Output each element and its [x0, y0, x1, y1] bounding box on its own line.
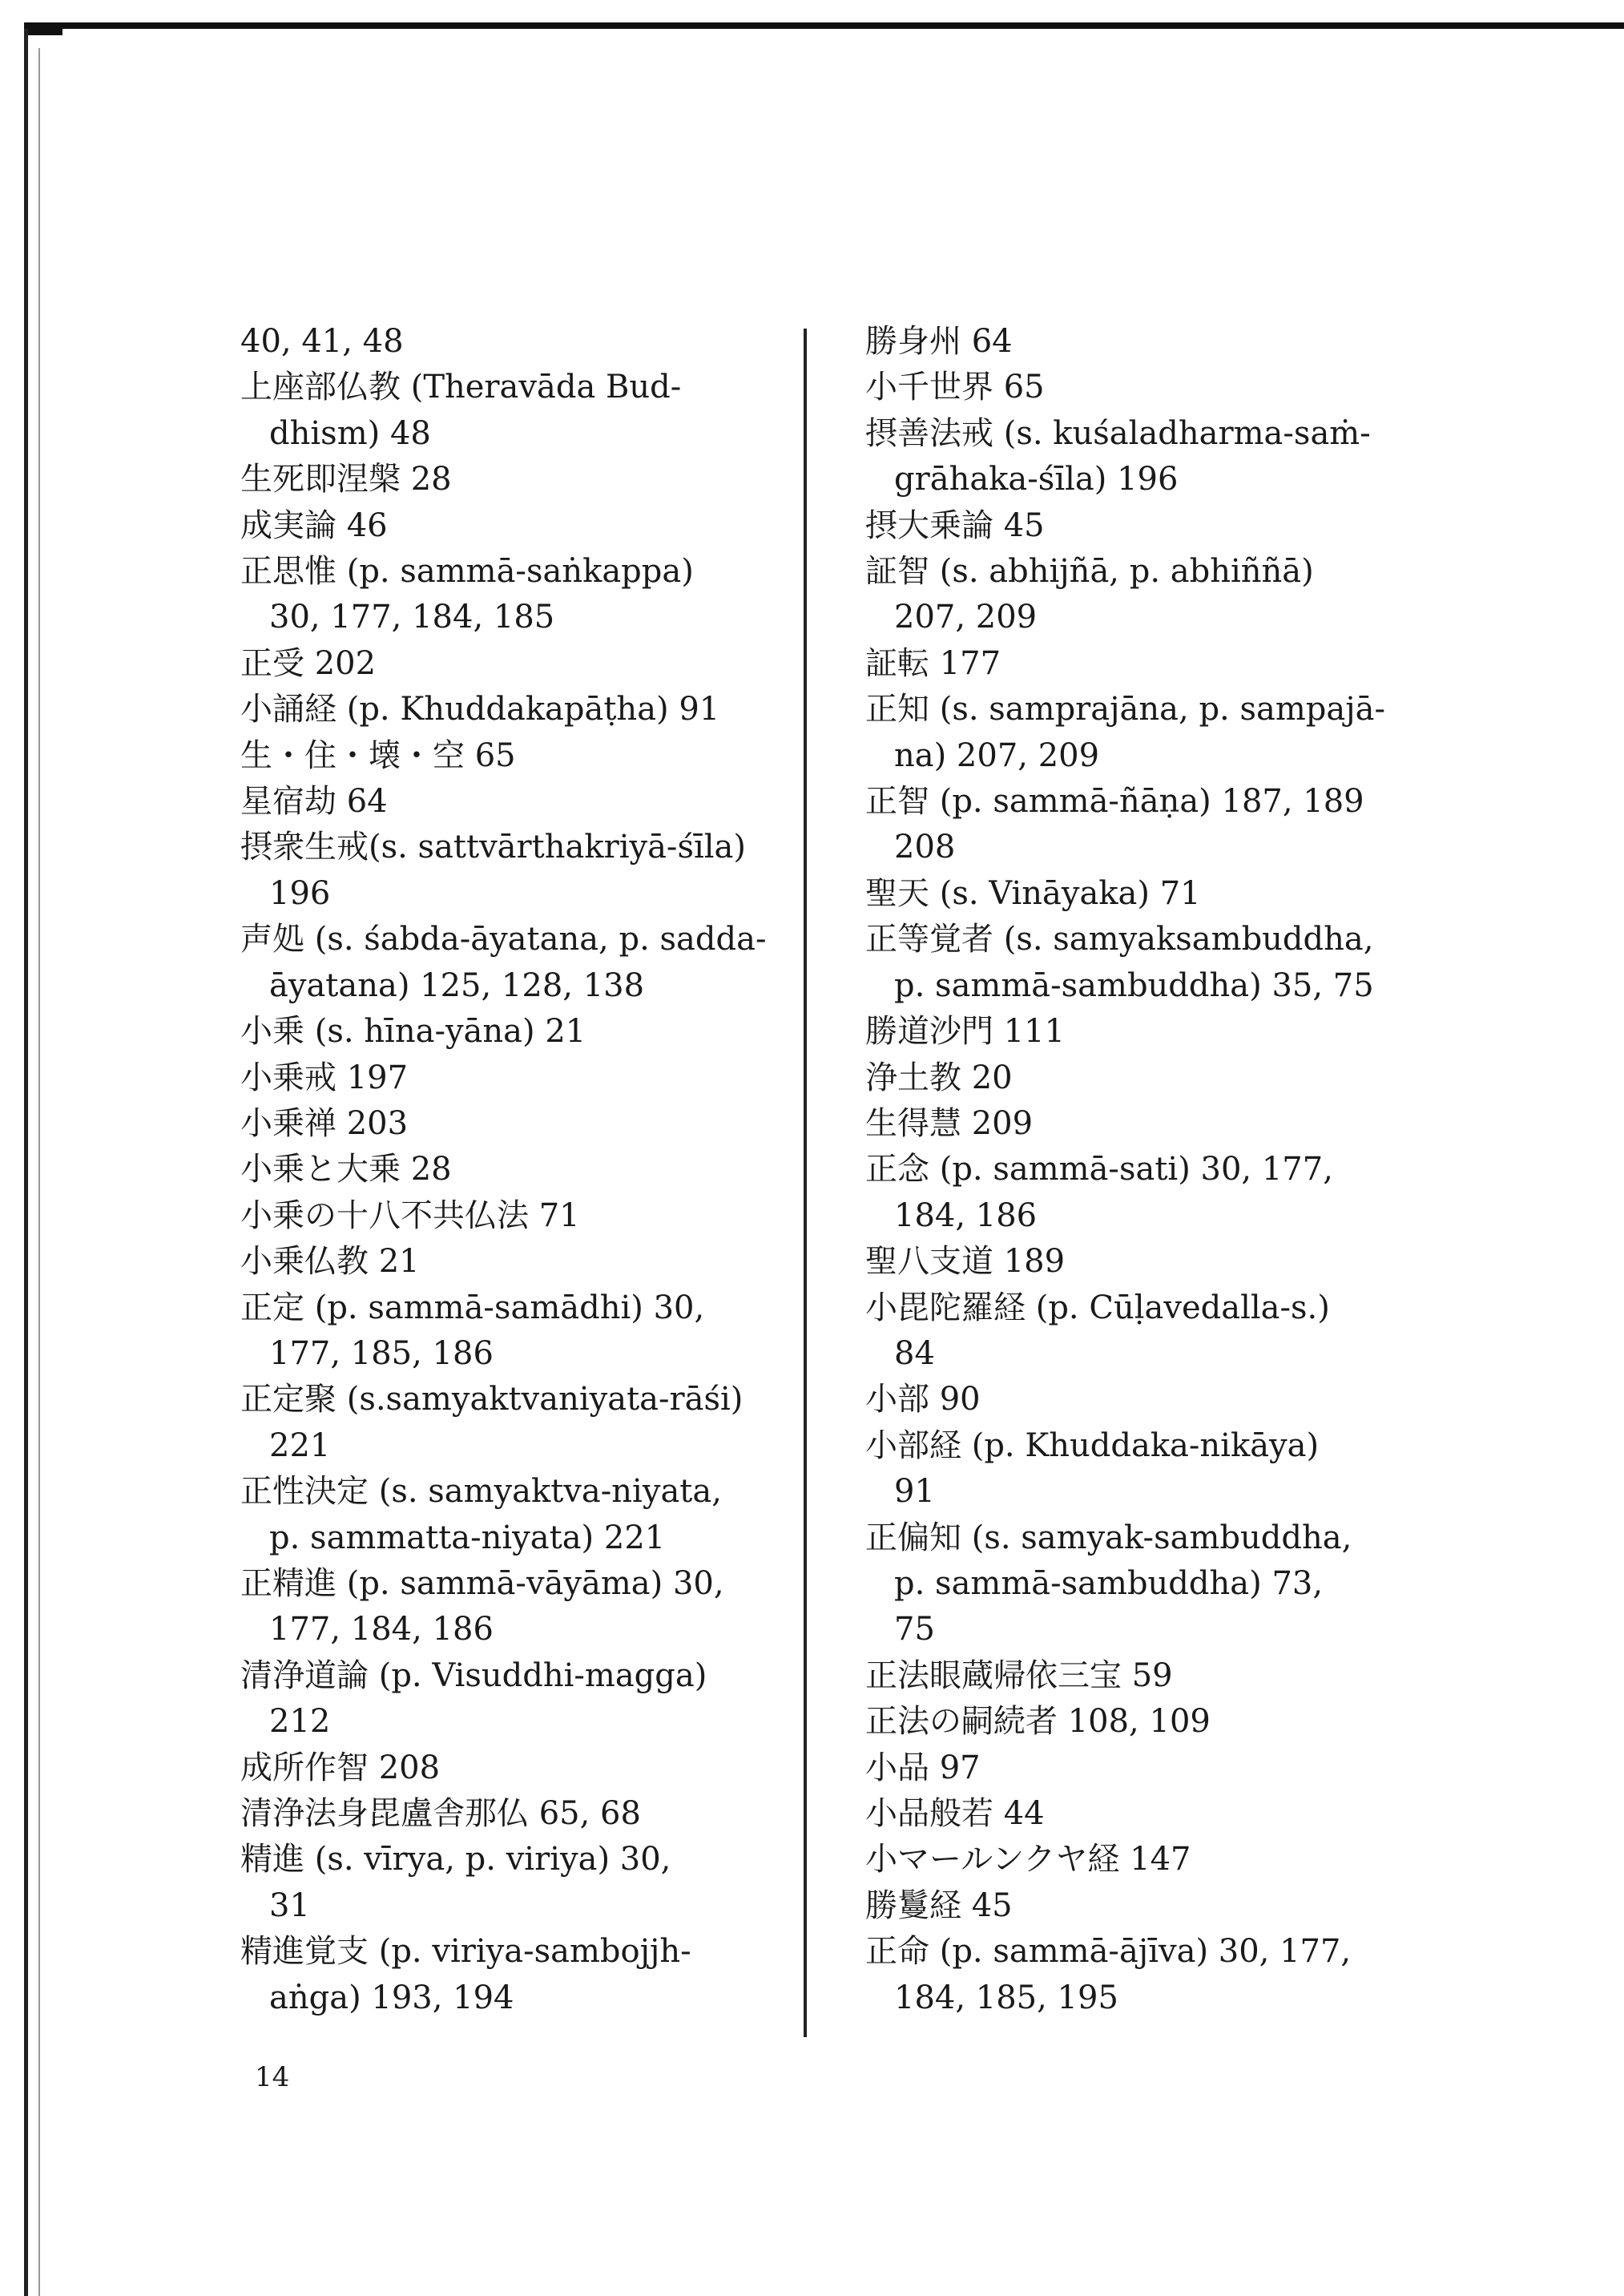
- index-entry-line: 正精進 (p. sammā-vāyāma) 30,: [240, 1564, 724, 1602]
- index-entry-line: 精進覚支 (p. viriya-sambojjh-: [240, 1933, 691, 1971]
- index-entry-continuation: 31: [269, 1886, 310, 1924]
- index-entry: [240, 1653, 817, 1745]
- index-entry-continuation: 196: [269, 874, 331, 912]
- index-entry: [240, 1193, 817, 1239]
- index-entry: [865, 549, 1442, 641]
- index-entry-continuation: āyatana) 125, 128, 138: [269, 966, 645, 1004]
- index-entry-line: 成所作智 208: [240, 1749, 441, 1786]
- index-entry: [865, 871, 1442, 917]
- index-entry: [240, 1055, 817, 1101]
- index-entry: [865, 1929, 1442, 2021]
- index-entry-line: 証智 (s. abhijñā, p. abhiññā): [865, 553, 1314, 591]
- index-entry-line: 勝身州 64: [865, 323, 1013, 360]
- index-entry: [240, 1837, 817, 1929]
- index-entry-line: 小部 90: [865, 1381, 981, 1418]
- index-entry: [240, 1009, 817, 1055]
- index-entry-continuation: na) 207, 209: [894, 736, 1100, 774]
- index-entry-line: 摂善法戒 (s. kuśaladharma-saṁ-: [865, 414, 1371, 452]
- index-entry-line: 小誦経 (p. Khuddakapāṭha) 91: [240, 691, 720, 728]
- index-entry-line: 勝鬘経 45: [865, 1886, 1013, 1924]
- index-entry: [240, 1791, 817, 1837]
- index-entry-line: 小乗禅 203: [240, 1104, 409, 1142]
- index-entry: [240, 687, 817, 732]
- index-entry: [240, 825, 817, 917]
- index-entry-line: 生得慧 209: [865, 1104, 1034, 1142]
- index-entry: [240, 457, 817, 502]
- index-entry-continuation: 91: [894, 1473, 935, 1511]
- scan-edge-top: [24, 22, 1624, 29]
- index-entry-continuation: aṅga) 193, 194: [269, 1979, 514, 2016]
- index-entry-continuation: 208: [894, 829, 956, 866]
- index-entry: [240, 1239, 817, 1285]
- index-entry-line: 成実論 46: [240, 506, 388, 544]
- index-entry-continuation: grāhaka-śīla) 196: [894, 461, 1179, 498]
- index-entry: [865, 1699, 1442, 1745]
- index-entry-line: 小毘陀羅経 (p. Cūḷavedalla-s.): [865, 1289, 1330, 1326]
- index-entry-line: 清浄道論 (p. Visuddhi-magga): [240, 1656, 707, 1694]
- index-entry-line: 生死即涅槃 28: [240, 461, 452, 498]
- index-entry-line: 星宿劫 64: [240, 783, 388, 821]
- index-entry: [865, 1837, 1442, 1882]
- index-entry-continuation: 221: [269, 1426, 331, 1464]
- index-entry-continuation: 212: [269, 1703, 331, 1741]
- index-entry-line: 精進 (s. vīrya, p. viriya) 30,: [240, 1841, 671, 1878]
- index-entry-line: 正受 202: [240, 644, 377, 682]
- index-entry-line: 摂大乗論 45: [865, 506, 1045, 544]
- index-entry: [865, 365, 1442, 410]
- index-entry: [240, 319, 817, 365]
- index-entry-line: 正定聚 (s.samyaktvaniyata-rāśi): [240, 1381, 743, 1418]
- index-entry-line: 40, 41, 48: [240, 323, 404, 360]
- index-entry-line: 声処 (s. śabda-āyatana, p. sadda-: [240, 921, 767, 958]
- index-entry-line: 小品般若 44: [865, 1795, 1045, 1832]
- index-entry: [865, 687, 1442, 779]
- index-entry-continuation: p. sammā-sambuddha) 35, 75: [894, 966, 1374, 1004]
- index-entry-line: 小千世界 65: [865, 369, 1045, 406]
- index-entry: [240, 1101, 817, 1147]
- index-entry: [865, 1515, 1442, 1653]
- index-entry-continuation: 177, 185, 186: [269, 1334, 494, 1372]
- index-entry: [865, 1883, 1442, 1929]
- index-entry: [240, 1561, 817, 1653]
- index-entry: [240, 503, 817, 549]
- index-entry: [865, 1377, 1442, 1422]
- index-entry-continuation: 184, 185, 195: [894, 1979, 1118, 2016]
- index-entry-line: 小乗 (s. hīna-yāna) 21: [240, 1013, 586, 1051]
- index-entry: [865, 1745, 1442, 1791]
- index-entry: [865, 779, 1442, 871]
- index-entry: [240, 1469, 817, 1561]
- index-entry-line: 摂衆生戒(s. sattvārthakriyā-śīla): [240, 829, 747, 866]
- index-entry: [240, 549, 817, 641]
- index-entry: [240, 1377, 817, 1469]
- index-entry: [865, 1147, 1442, 1239]
- index-entry-line: 正智 (p. sammā-ñāṇa) 187, 189: [865, 783, 1364, 821]
- index-entry: [865, 1101, 1442, 1147]
- index-entry-line: 清浄法身毘盧舎那仏 65, 68: [240, 1795, 641, 1832]
- index-entry-line: 上座部仏教 (Theravāda Bud-: [240, 369, 682, 406]
- scan-edge-left-inner: [38, 48, 40, 2296]
- index-entry-line: 正定 (p. sammā-samādhi) 30,: [240, 1289, 705, 1326]
- index-entry-line: 正法眼蔵帰依三宝 59: [865, 1656, 1173, 1694]
- scan-edge-left: [24, 29, 28, 2296]
- index-entry: [240, 1745, 817, 1791]
- index-entry: [865, 1423, 1442, 1515]
- index-entry-continuation: dhism) 48: [269, 414, 431, 452]
- index-entry: [865, 319, 1442, 365]
- index-entry-line: 正念 (p. sammā-sati) 30, 177,: [865, 1151, 1333, 1188]
- index-entry: [865, 641, 1442, 687]
- index-entry-continuation: 30, 177, 184, 185: [269, 599, 555, 636]
- index-entry: [240, 1929, 817, 2021]
- index-entry-line: 浄土教 20: [865, 1059, 1013, 1096]
- index-entry-line: 正等覚者 (s. samyaksambuddha,: [865, 921, 1374, 958]
- index-entry-line: 聖八支道 189: [865, 1243, 1066, 1281]
- index-entry-continuation: 84: [894, 1334, 935, 1372]
- index-entry: [240, 733, 817, 779]
- index-entry: [865, 1009, 1442, 1055]
- index-entry-line: 小乗戒 197: [240, 1059, 409, 1096]
- index-entry: [865, 503, 1442, 549]
- index-entry-line: 正命 (p. sammā-ājīva) 30, 177,: [865, 1933, 1352, 1971]
- index-entry-line: 証転 177: [865, 644, 1001, 682]
- index-entry: [240, 1147, 817, 1192]
- index-entry-continuation: 75: [894, 1611, 935, 1648]
- index-entry: [865, 917, 1442, 1009]
- index-entry-line: 小乗仏教 21: [240, 1243, 420, 1281]
- scan-edge-tab: [24, 29, 62, 35]
- index-entry-line: 正偏知 (s. samyak-sambuddha,: [865, 1519, 1352, 1556]
- index-entry: [240, 1285, 817, 1378]
- index-entry-line: 正法の嗣続者 108, 109: [865, 1703, 1211, 1741]
- index-entry: [865, 1285, 1442, 1378]
- index-entry: [865, 411, 1442, 503]
- index-entry-continuation: 184, 186: [894, 1196, 1038, 1234]
- index-entry: [865, 1055, 1442, 1101]
- index-entry: [240, 365, 817, 457]
- index-entry-line: 小乗と大乗 28: [240, 1151, 452, 1188]
- index-entry-line: 正性決定 (s. samyaktva-niyata,: [240, 1473, 722, 1511]
- index-entry-continuation: p. sammā-sambuddha) 73,: [894, 1564, 1324, 1602]
- index-entry: [240, 779, 817, 825]
- index-column-left: [240, 319, 817, 2021]
- index-entry-line: 勝道沙門 111: [865, 1013, 1066, 1051]
- index-entry-line: 正思惟 (p. sammā-saṅkappa): [240, 553, 694, 591]
- index-entry-line: 小乗の十八不共仏法 71: [240, 1196, 580, 1234]
- index-entry-line: 生・住・壊・空 65: [240, 736, 516, 774]
- index-column-right: [865, 319, 1442, 2021]
- index-entry: [865, 1239, 1442, 1285]
- index-entry-continuation: p. sammatta-niyata) 221: [269, 1519, 666, 1556]
- column-divider: [804, 329, 807, 2037]
- index-entry-line: 聖天 (s. Vināyaka) 71: [865, 874, 1201, 912]
- index-entry-line: 小マールンクヤ経 147: [865, 1841, 1191, 1878]
- index-entry: [240, 641, 817, 687]
- page-number: 14: [255, 2061, 290, 2093]
- index-entry-continuation: 207, 209: [894, 599, 1038, 636]
- index-entry: [865, 1653, 1442, 1699]
- index-entry-line: 小部経 (p. Khuddaka-nikāya): [865, 1426, 1320, 1464]
- index-entry-line: 小品 97: [865, 1749, 981, 1786]
- index-entry: [865, 1791, 1442, 1837]
- index-entry-line: 正知 (s. samprajāna, p. sampajā-: [865, 691, 1386, 728]
- index-entry-continuation: 177, 184, 186: [269, 1611, 494, 1648]
- index-entry: [240, 917, 817, 1009]
